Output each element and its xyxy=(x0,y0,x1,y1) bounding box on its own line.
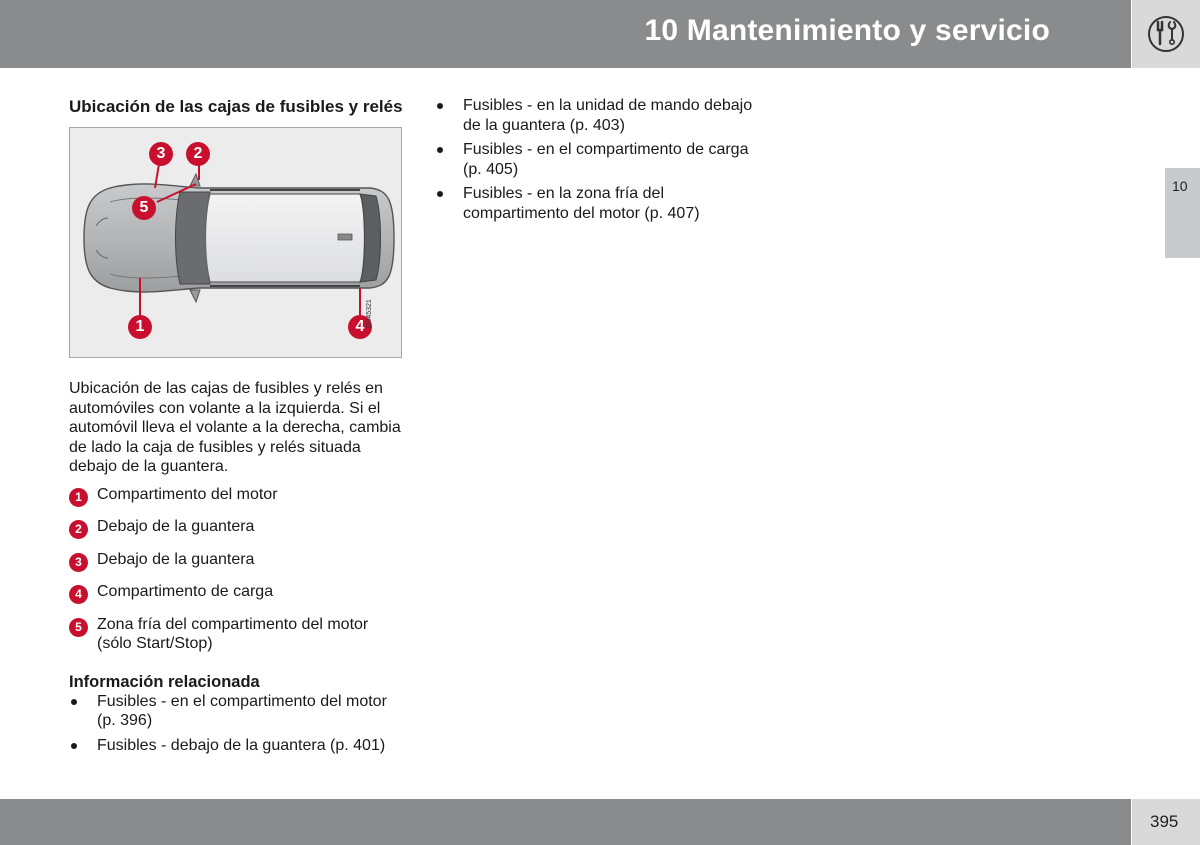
bullet-icon xyxy=(437,191,443,197)
legend-number-icon: 4 xyxy=(69,585,88,604)
fusebox-location-figure xyxy=(69,127,402,358)
bullet-icon xyxy=(437,147,443,153)
legend-number-icon: 2 xyxy=(69,520,88,539)
related-link[interactable] xyxy=(435,184,765,223)
legend-number-icon: 3 xyxy=(69,553,88,572)
figure-code: G045321 xyxy=(366,299,373,328)
legend-item xyxy=(69,517,404,537)
related-link[interactable] xyxy=(69,692,404,731)
legend-number-icon: 5 xyxy=(69,618,88,637)
related-info-list xyxy=(69,692,404,756)
related-link-text: Fusibles - en la zona fría del compartimento del motor (p. 407) xyxy=(463,185,700,222)
header-band xyxy=(0,0,1131,68)
related-link-text: Fusibles - debajo de la guantera (p. 401) xyxy=(97,736,386,754)
legend-text: Debajo de la guantera xyxy=(97,518,255,535)
intro-paragraph: Ubicación de las cajas de fusibles y relés en automóviles con volante a la izquierda. Si el automóvil lleva el volante a la derecha, cambia de lado la caja de fusibles y relés situada debajo de la guantera. xyxy=(69,380,401,475)
legend-text: Compartimento de carga xyxy=(97,583,274,600)
bullet-icon xyxy=(71,699,77,705)
legend-item xyxy=(69,550,404,570)
related-link[interactable] xyxy=(69,736,404,756)
legend-item xyxy=(69,485,404,505)
callout-marker-1: 1 xyxy=(128,315,152,339)
related-link[interactable] xyxy=(435,140,765,179)
page-number: 395 xyxy=(1150,812,1179,831)
bullet-icon xyxy=(437,103,443,109)
chapter-title: 10 Mantenimiento y servicio xyxy=(644,14,1050,47)
related-link[interactable] xyxy=(435,96,765,135)
chapter-icon-box xyxy=(1132,0,1200,68)
left-column xyxy=(69,96,404,760)
chapter-side-tab-label: 10 xyxy=(1172,178,1188,194)
legend-item xyxy=(69,582,404,602)
legend-text: Compartimento del motor xyxy=(97,485,278,503)
legend-number-icon: 1 xyxy=(69,488,88,507)
related-info-list-continued xyxy=(435,96,765,223)
callout-marker-5: 5 xyxy=(132,196,156,220)
related-link-text: Fusibles - en el compartimento de carga (p. 405) xyxy=(463,141,749,178)
related-link-text: Fusibles - en el compartimento del motor (p. 396) xyxy=(97,692,387,729)
related-link-text: Fusibles - en la unidad de mando debajo de la guantera (p. 403) xyxy=(463,97,753,134)
callout-marker-4: 4 xyxy=(348,315,372,339)
legend-text: Zona fría del compartimento del motor (sólo Start/Stop) xyxy=(97,615,369,652)
legend-item xyxy=(69,615,404,654)
related-info-heading: Información relacionada xyxy=(69,672,260,691)
callout-legend xyxy=(69,485,404,654)
wrench-service-icon xyxy=(1132,0,1200,68)
callout-marker-2: 2 xyxy=(186,142,210,166)
section-heading: Ubicación de las cajas de fusibles y relés xyxy=(69,97,403,116)
legend-text: Debajo de la guantera xyxy=(97,550,255,568)
footer-band xyxy=(0,799,1131,845)
bullet-icon xyxy=(71,743,77,749)
right-column xyxy=(435,96,765,228)
callout-marker-3: 3 xyxy=(149,142,173,166)
